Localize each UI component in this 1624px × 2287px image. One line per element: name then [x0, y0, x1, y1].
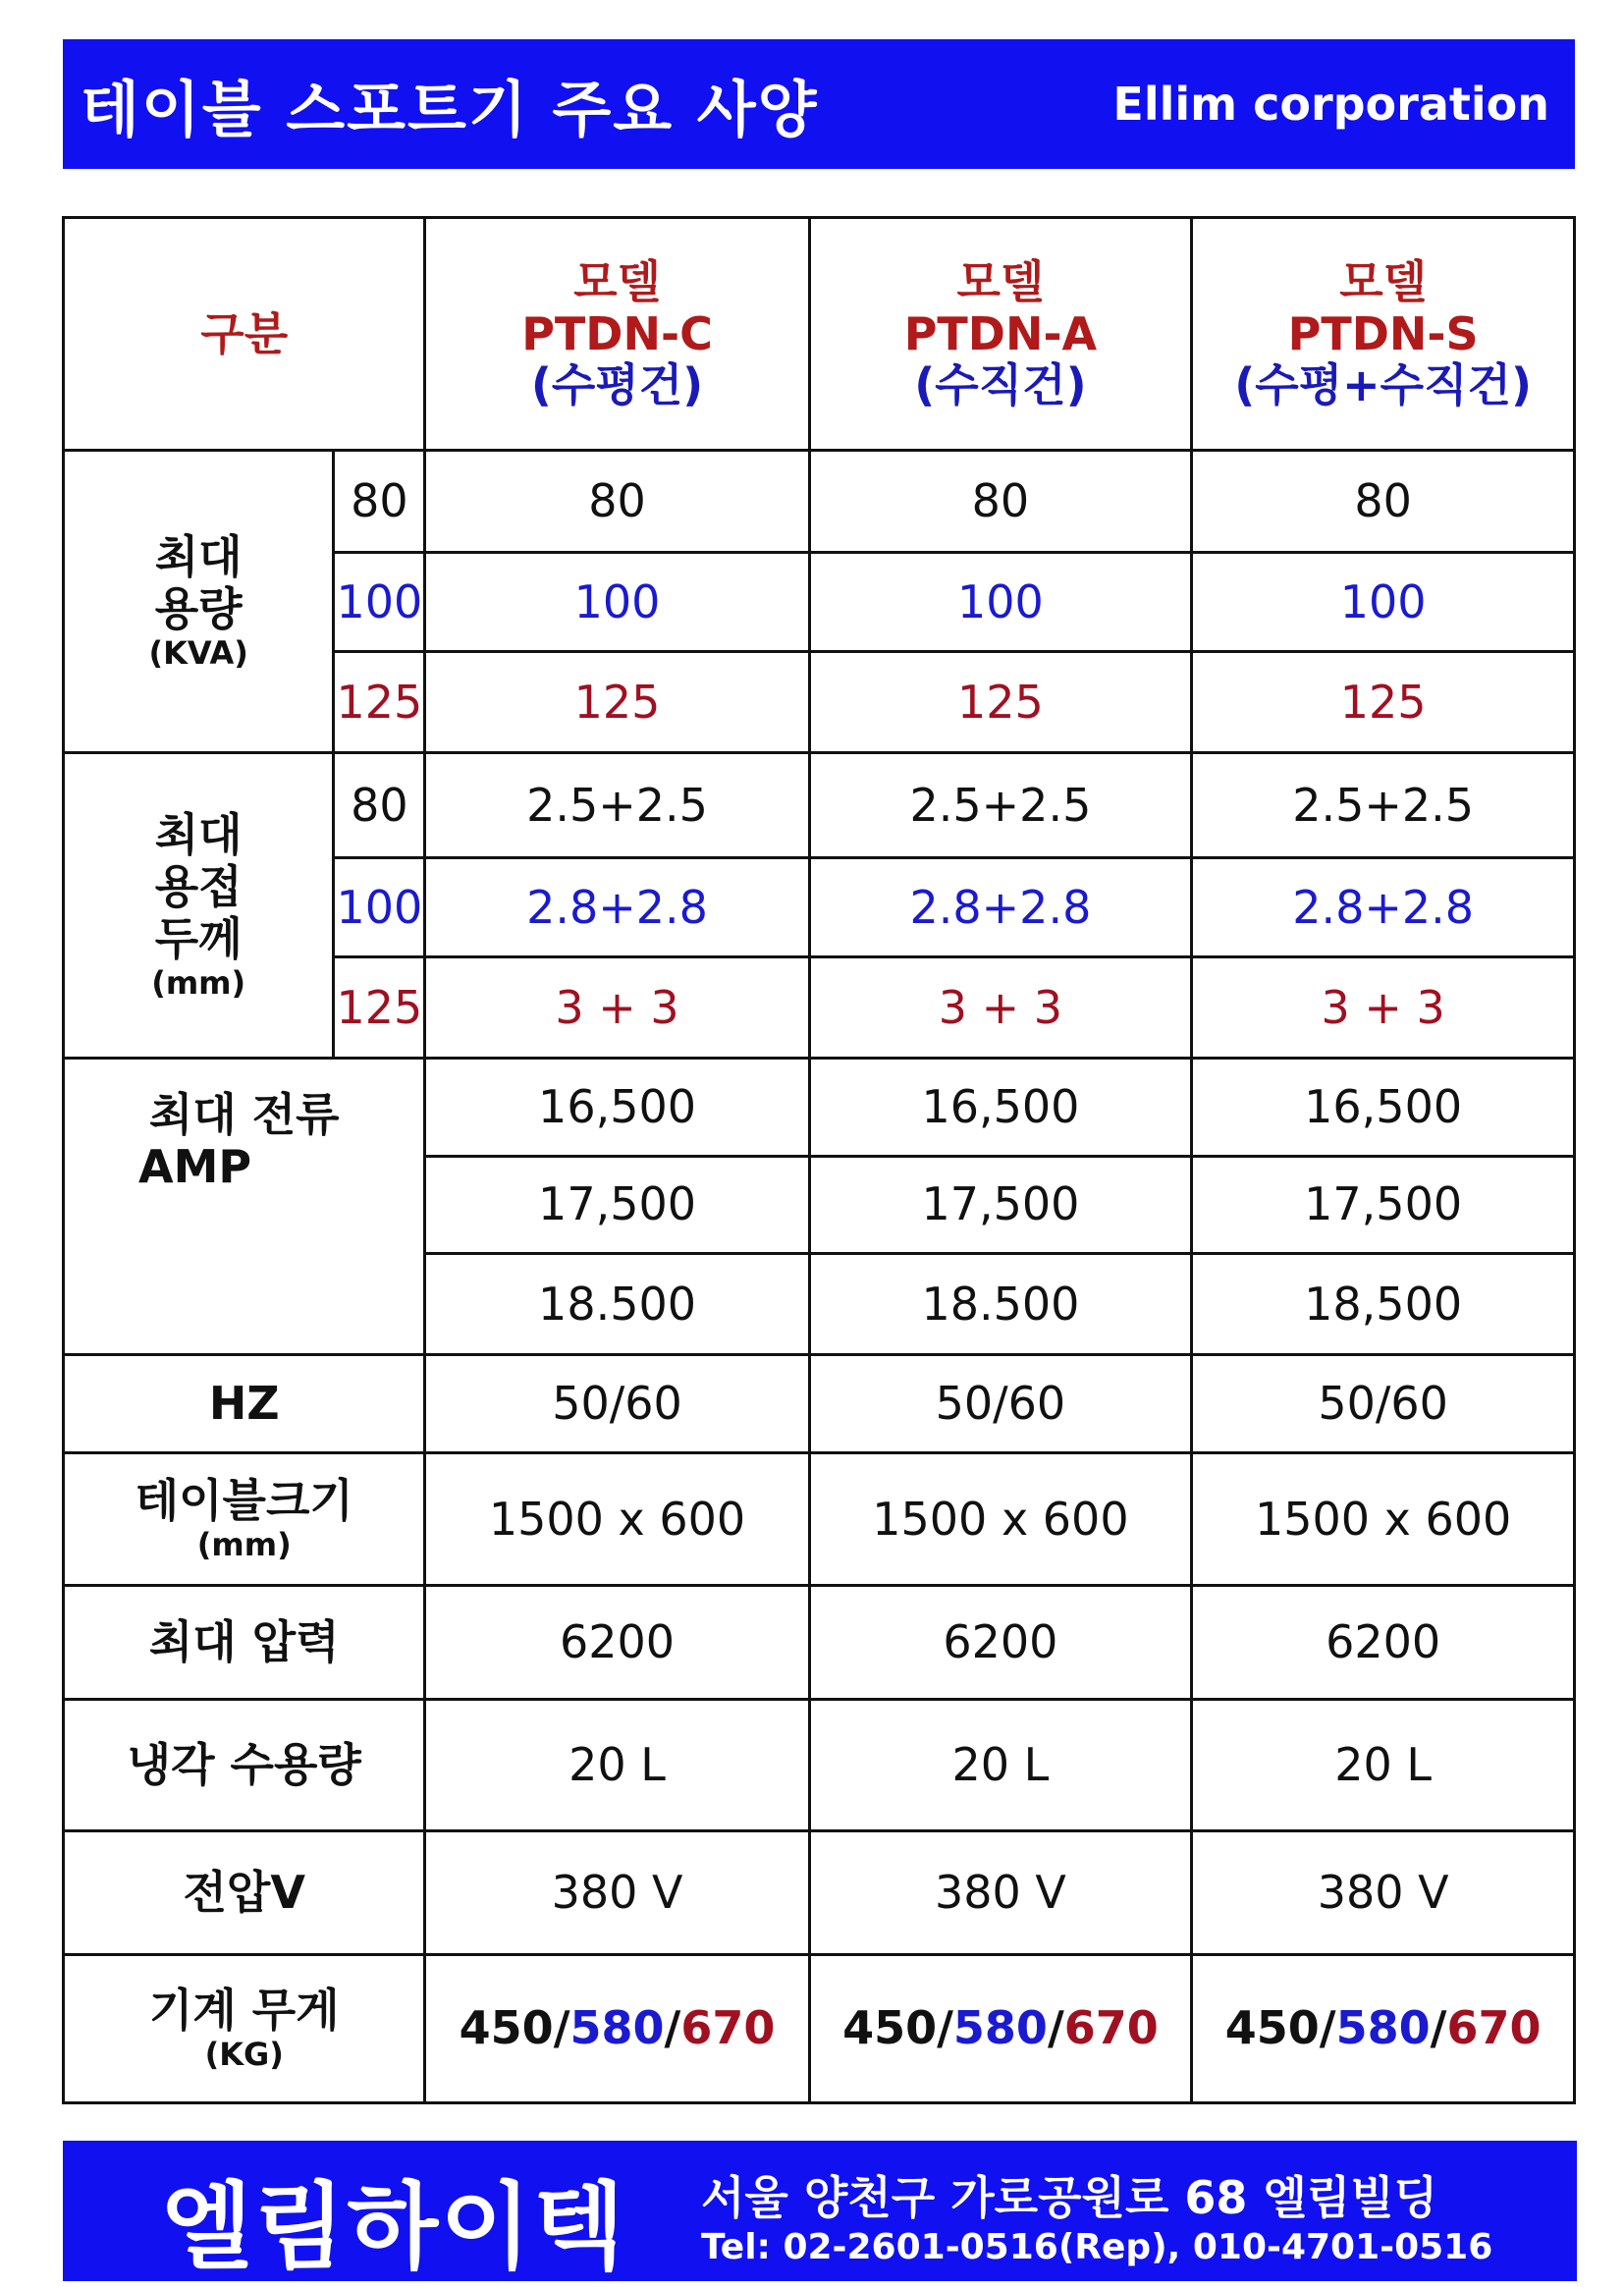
weight-125: 670	[1063, 2001, 1159, 2055]
weight-80: 450	[1224, 2001, 1320, 2055]
table-size-row	[64, 1452, 1575, 1586]
spec-table	[62, 216, 1576, 2104]
model-word: 모델	[1339, 254, 1428, 308]
model-name: PTDN-A	[903, 306, 1098, 360]
weight-80: 450	[842, 2001, 938, 2055]
value-cell: 100	[1192, 553, 1575, 652]
value-cell: 80	[1192, 451, 1575, 553]
unit-label: (KG)	[204, 2035, 284, 2073]
value-cell: 3 + 3	[809, 957, 1192, 1059]
category-header: 구분	[64, 218, 425, 451]
thickness-row-80	[64, 752, 1575, 857]
value-cell: 18,500	[1192, 1254, 1575, 1355]
pressure-row	[64, 1586, 1575, 1700]
current-row-1	[64, 1058, 1575, 1156]
value-cell: 1500 x 600	[425, 1452, 809, 1586]
cooling-row	[64, 1700, 1575, 1830]
sub-label: 80	[334, 451, 425, 553]
value-cell: 125	[425, 652, 809, 753]
weight-separator: /	[553, 2001, 570, 2055]
unit-label: (mm)	[196, 1526, 292, 1564]
model-type: (수평건)	[530, 358, 704, 412]
model-header-s	[1192, 218, 1575, 451]
value-cell: 17,500	[1192, 1156, 1575, 1254]
value-cell: 50/60	[425, 1354, 809, 1452]
label-line: 용접	[154, 860, 243, 914]
value-cell: 2.8+2.8	[809, 858, 1192, 957]
weight-separator: /	[937, 2001, 953, 2055]
value-cell: 17,500	[425, 1156, 809, 1254]
label-line: 기계 무게	[148, 1984, 340, 2038]
value-cell: 2.5+2.5	[809, 752, 1192, 857]
capacity-label	[64, 451, 334, 753]
value-cell: 2.8+2.8	[425, 858, 809, 957]
weight-100: 580	[569, 2001, 665, 2055]
value-cell: 20 L	[425, 1700, 809, 1830]
weight-125: 670	[1446, 2001, 1542, 2055]
capacity-row-80	[64, 451, 1575, 553]
model-type: (수평+수직건)	[1234, 358, 1533, 412]
value-cell: 20 L	[1192, 1700, 1575, 1830]
weight-125: 670	[680, 2001, 776, 2055]
sub-label: 80	[334, 752, 425, 857]
model-name: PTDN-C	[521, 306, 713, 360]
value-cell: 16,500	[809, 1058, 1192, 1156]
header-banner	[63, 39, 1575, 169]
unit-label: (KVA)	[148, 634, 248, 673]
weight-cell	[1192, 1954, 1575, 2102]
weight-separator: /	[1047, 2001, 1064, 2055]
sub-label: 100	[334, 553, 425, 652]
value-cell: 3 + 3	[425, 957, 809, 1059]
label-line: 두께	[154, 911, 243, 965]
value-cell: 100	[425, 553, 809, 652]
cooling-label: 냉각 수용량	[64, 1700, 425, 1830]
model-type: (수직건)	[914, 358, 1087, 412]
current-label	[64, 1058, 425, 1354]
value-cell: 50/60	[809, 1354, 1192, 1452]
model-name: PTDN-S	[1287, 306, 1479, 360]
weight-100: 580	[952, 2001, 1048, 2055]
value-cell: 80	[809, 451, 1192, 553]
weight-row	[64, 1954, 1575, 2102]
value-cell: 80	[425, 451, 809, 553]
footer-banner	[63, 2141, 1577, 2281]
pressure-label: 최대 압력	[64, 1586, 425, 1700]
value-cell: 380 V	[1192, 1830, 1575, 1954]
value-cell: 50/60	[1192, 1354, 1575, 1452]
value-cell: 2.5+2.5	[425, 752, 809, 857]
telephone: Tel: 02-2601-0516(Rep), 010-4701-0516	[701, 2227, 1493, 2267]
weight-cell	[809, 1954, 1192, 2102]
address: 서울 양천구 가로공원로 68 엘림빌딩	[701, 2171, 1438, 2224]
unit-label: (mm)	[151, 963, 246, 1002]
label-line: 최대	[154, 808, 243, 862]
sub-label: 125	[334, 957, 425, 1059]
value-cell: 6200	[809, 1586, 1192, 1700]
brand-name: 엘림하이텍	[161, 2172, 626, 2282]
value-cell: 1500 x 600	[809, 1452, 1192, 1586]
page-title: 테이블 스포트기 주요 사양	[81, 73, 819, 145]
value-cell: 380 V	[809, 1830, 1192, 1954]
model-word: 모델	[573, 254, 661, 308]
value-cell: 18.500	[425, 1254, 809, 1355]
value-cell: 125	[1192, 652, 1575, 753]
value-cell: 2.8+2.8	[1192, 858, 1575, 957]
value-cell: 2.5+2.5	[1192, 752, 1575, 857]
value-cell: 380 V	[425, 1830, 809, 1954]
model-header-a	[809, 218, 1192, 451]
weight-cell	[425, 1954, 809, 2102]
voltage-row	[64, 1830, 1575, 1954]
value-cell: 1500 x 600	[1192, 1452, 1575, 1586]
label-line: 최대	[154, 530, 243, 584]
table-size-label	[64, 1452, 425, 1586]
value-cell: 18.500	[809, 1254, 1192, 1355]
hz-label: HZ	[64, 1354, 425, 1452]
model-header-c	[425, 218, 809, 451]
value-cell: 6200	[1192, 1586, 1575, 1700]
weight-label	[64, 1954, 425, 2102]
voltage-label: 전압V	[64, 1830, 425, 1954]
value-cell: 100	[809, 553, 1192, 652]
weight-100: 580	[1335, 2001, 1431, 2055]
weight-80: 450	[459, 2001, 554, 2055]
value-cell: 6200	[425, 1586, 809, 1700]
label-line: AMP	[138, 1139, 252, 1193]
value-cell: 16,500	[425, 1058, 809, 1156]
thickness-label	[64, 752, 334, 1058]
weight-separator: /	[664, 2001, 681, 2055]
sub-label: 125	[334, 652, 425, 753]
label-line: 최대 전류	[148, 1087, 340, 1141]
value-cell: 20 L	[809, 1700, 1192, 1830]
table-header-row	[64, 218, 1575, 451]
value-cell: 125	[809, 652, 1192, 753]
hz-row	[64, 1354, 1575, 1452]
sub-label: 100	[334, 858, 425, 957]
company-name: Ellim corporation	[1112, 78, 1549, 131]
weight-separator: /	[1319, 2001, 1336, 2055]
value-cell: 3 + 3	[1192, 957, 1575, 1059]
value-cell: 16,500	[1192, 1058, 1575, 1156]
label-line: 용량	[154, 582, 243, 636]
label-line: 테이블크기	[135, 1474, 353, 1528]
value-cell: 17,500	[809, 1156, 1192, 1254]
model-word: 모델	[956, 254, 1045, 308]
weight-separator: /	[1430, 2001, 1447, 2055]
